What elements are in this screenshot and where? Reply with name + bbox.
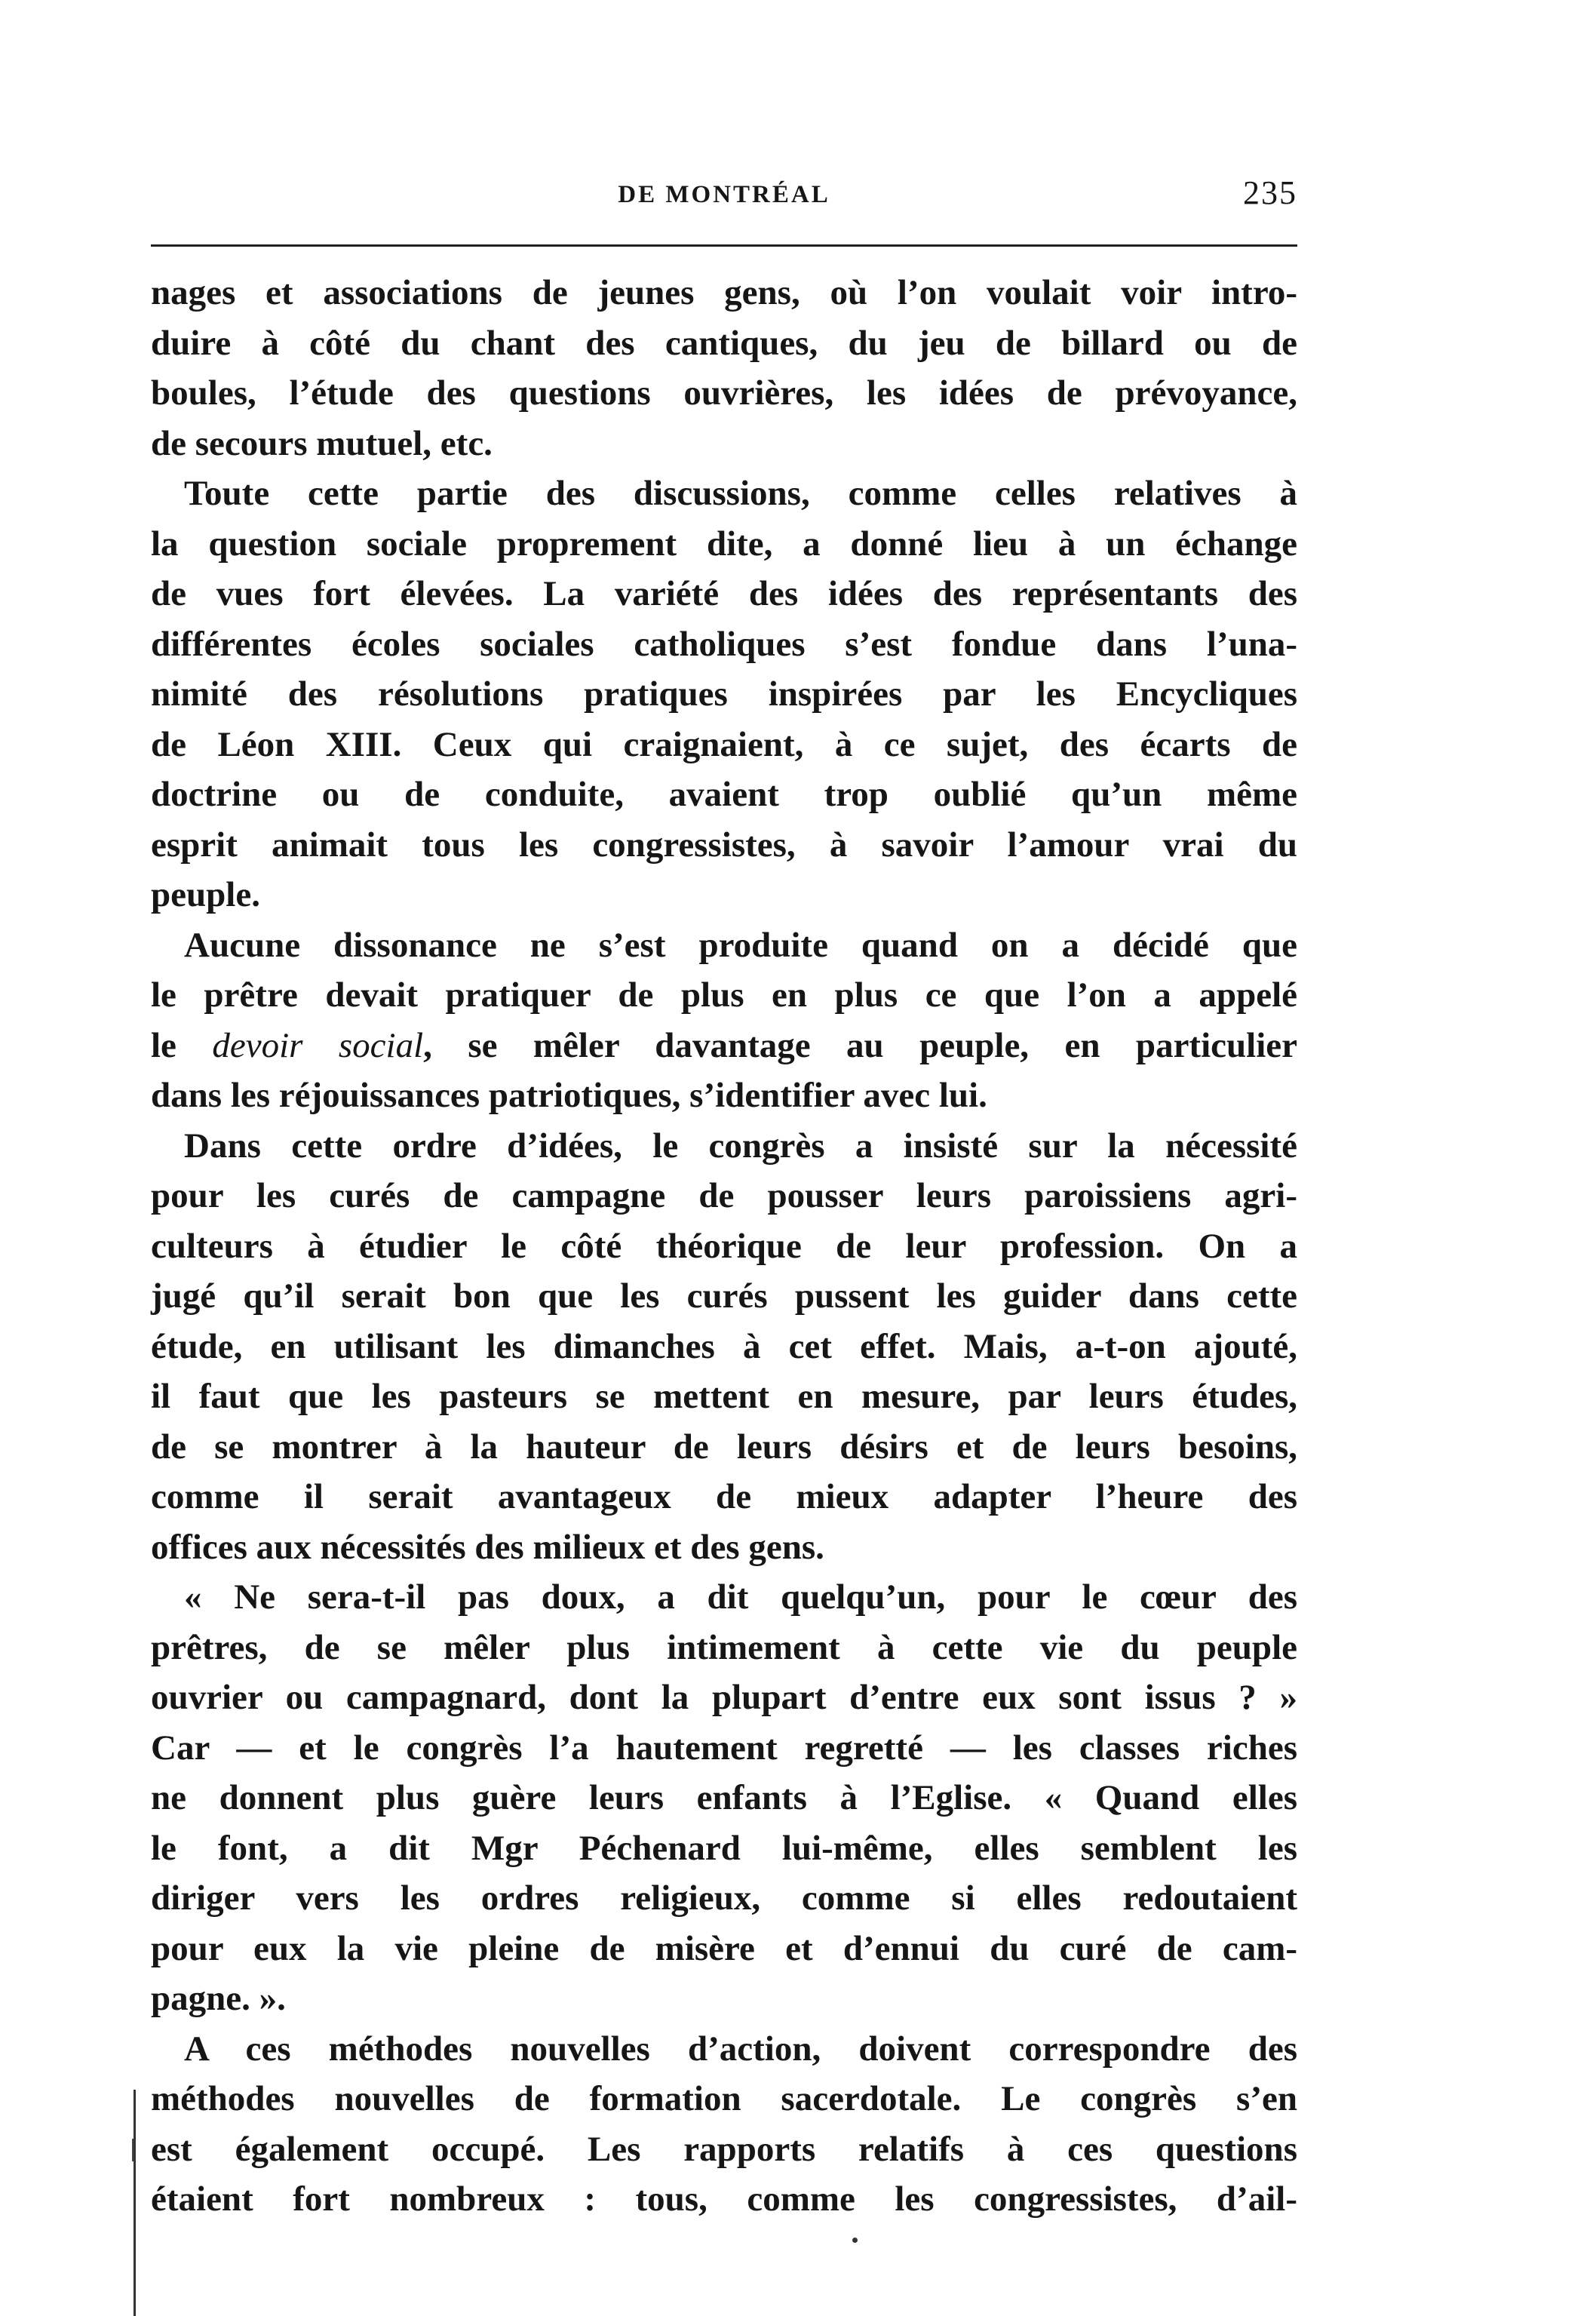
text-line: le font, a dit Mgr Péchenard lui-même, elles semblent les	[151, 1828, 1297, 1868]
text-line: est également occupé. Les rapports relatifs à ces questions	[151, 2129, 1297, 2169]
text-line: esprit animait tous les congressistes, à savoir l’amour vrai du	[151, 825, 1297, 865]
text-line: ne donnent plus guère leurs enfants à l’Eglise. « Quand elles	[151, 1778, 1297, 1817]
text-line: étude, en utilisant les dimanches à cet effet. Mais, a-t-on ajouté,	[151, 1326, 1297, 1366]
text-line: jugé qu’il serait bon que les curés pussent les guider dans cette	[151, 1276, 1297, 1316]
text-line: dans les réjouissances patriotiques, s’identifier avec lui.	[151, 1076, 987, 1115]
text-line: pour les curés de campagne de pousser leurs paroissiens agri-	[151, 1176, 1297, 1215]
text-line: culteurs à étudier le côté théorique de leur profession. On a	[151, 1226, 1297, 1266]
text-line: il faut que les pasteurs se mettent en mesure, par leurs études,	[151, 1377, 1297, 1416]
text-line: Car — et le congrès l’a hautement regretté — les classes riches	[151, 1728, 1297, 1768]
text-line: boules, l’étude des questions ouvrières, les idées de prévoyance,	[151, 373, 1297, 413]
text-line: « Ne sera-t-il pas doux, a dit quelqu’un, pour le cœur des	[184, 1577, 1297, 1617]
body-text	[151, 268, 1297, 2225]
text-line: de vues fort élevées. La variété des idées des représentants des	[151, 574, 1297, 613]
binding-edge-tick	[132, 2139, 140, 2161]
text-line: nages et associations de jeunes gens, où l’on voulait voir intro-	[151, 273, 1297, 312]
text-line: pour eux la vie pleine de misère et d’ennui du curé de cam-	[151, 1928, 1297, 1968]
text-line: prêtres, de se mêler plus intimement à cette vie du peuple	[151, 1627, 1297, 1667]
text-line: nimité des résolutions pratiques inspirées par les Encycliques	[151, 674, 1297, 714]
text-line: pagne. ».	[151, 1979, 286, 2018]
paragraph-3	[151, 920, 1297, 1121]
text-line-with-emphasis	[151, 1021, 1297, 1071]
emphasized-term: devoir social	[212, 1025, 424, 1065]
text-line: étaient fort nombreux : tous, comme les congressistes, d’ail-	[151, 2179, 1297, 2219]
line-start: le	[151, 1025, 213, 1065]
text-line: le prêtre devait pratiquer de plus en plus ce que l’on a appelé	[151, 975, 1297, 1015]
text-line: peuple.	[151, 875, 260, 914]
text-line: doctrine ou de conduite, avaient trop oublié qu’un même	[151, 775, 1297, 814]
text-line: méthodes nouvelles de formation sacerdotale. Le congrès s’en	[151, 2079, 1297, 2118]
text-line: la question sociale proprement dite, a donné lieu à un échange	[151, 524, 1297, 564]
paragraph-4	[151, 1121, 1297, 1573]
text-line: ouvrier ou campagnard, dont la plupart d’entre eux sont issus ? »	[151, 1678, 1297, 1717]
text-line: diriger vers les ordres religieux, comme si elles redoutaient	[151, 1878, 1297, 1918]
line-end: , se mêler davantage au peuple, en particulier	[423, 1025, 1297, 1065]
text-line: A ces méthodes nouvelles d’action, doivent correspondre des	[184, 2029, 1297, 2069]
text-line: Dans cette ordre d’idées, le congrès a insisté sur la nécessité	[184, 1126, 1297, 1166]
text-line: comme il serait avantageux de mieux adapter l’heure des	[151, 1477, 1297, 1516]
text-line: offices aux nécessités des milieux et des gens.	[151, 1527, 824, 1567]
paragraph-6	[151, 2024, 1297, 2225]
ink-speck	[852, 2238, 858, 2243]
text-line: de Léon XIII. Ceux qui craignaient, à ce sujet, des écarts de	[151, 724, 1297, 764]
text-line: de se montrer à la hauteur de leurs désirs et de leurs besoins,	[151, 1427, 1297, 1467]
text-line: Toute cette partie des discussions, comme celles relatives à	[184, 474, 1297, 513]
text-line: différentes écoles sociales catholiques s’est fondue dans l’una-	[151, 624, 1297, 664]
header-rule	[151, 244, 1297, 247]
paragraph-1	[151, 268, 1297, 468]
text-line: Aucune dissonance ne s’est produite quand on a décidé que	[184, 925, 1297, 965]
paragraph-5	[151, 1572, 1297, 2024]
text-line: duire à côté du chant des cantiques, du jeu de billard ou de	[151, 323, 1297, 363]
page-number: 235	[1243, 174, 1297, 211]
text-line: de secours mutuel, etc.	[151, 423, 493, 463]
running-title: DE MONTRÉAL	[618, 181, 830, 208]
binding-edge-line	[134, 2090, 136, 2316]
paragraph-2	[151, 468, 1297, 920]
running-head	[151, 174, 1297, 226]
